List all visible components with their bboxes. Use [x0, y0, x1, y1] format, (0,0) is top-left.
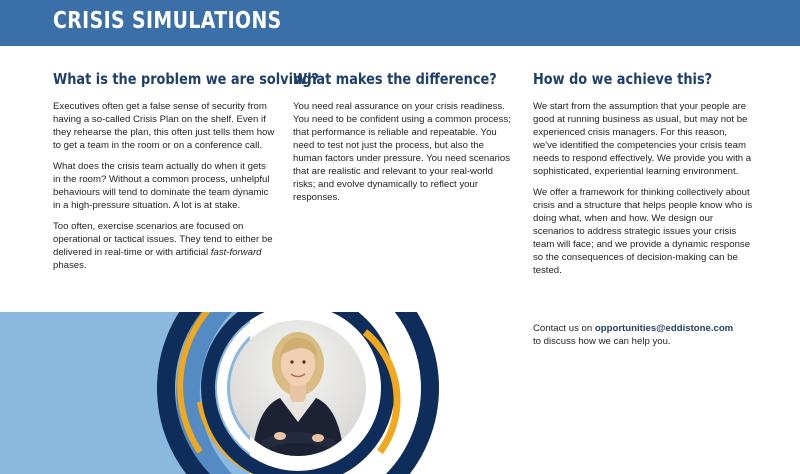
column-heading: What makes the difference? [293, 70, 497, 88]
emphasis-text: fast-forward [210, 247, 262, 258]
column-problem [53, 70, 319, 280]
contact-text [533, 322, 763, 348]
contact-prefix: Contact us on [533, 323, 595, 334]
column-heading: What is the problem we are solving? [53, 70, 319, 88]
contact-suffix: to discuss how we can help you. [533, 336, 671, 347]
paragraph-text: phases. [53, 260, 87, 271]
column-achieve [533, 70, 753, 285]
paragraph-text: Too often, exercise scenarios are focused on operational or tactical issues. They tend to either be delivered in real-time or with artificial [53, 221, 273, 258]
column-difference [293, 70, 515, 212]
column-heading: How do we achieve this? [533, 70, 713, 88]
decorative-graphic [0, 312, 520, 474]
paragraph [53, 220, 275, 272]
paragraph: You need real assurance on your crisis readiness. You need to be confident using a common process; that performance is reliable and repeatable. You need to test not just the process, but also the human factors under pressure. You need scenarios that are realistic and relevant to your real-world risks; and evolve dynamically to reflect your responses. [293, 101, 511, 203]
paragraph: We offer a framework for thinking collectively about crisis and a structure that helps people know who is doing what, when and how. We design our scenarios to address strategic issues your crisis team will face; and we provide a dynamic response so the consequences of decision-making can be tested. [533, 187, 753, 276]
paragraph: Executives often get a false sense of security from having a so-called Crisis Plan on the shelf. Even if they rehearse the plan, this often just tells them how to get a team in the room or on a conference call. [53, 101, 275, 151]
header-band [0, 0, 800, 46]
page-title: CRISIS SIMULATIONS [53, 8, 282, 34]
paragraph: We start from the assumption that your people are good at running business as usual, but may not be experienced crisis managers. For this reason, we've identified the competencies your crisis team needs to respond effectively. We provide you with a sophisticated, experiential learning environment. [533, 101, 752, 177]
paragraph: What does the crisis team actually do when it gets in the room? Without a common process, unhelpful behaviours will tend to dominate the team dynamic in a high-pressure situation. A lot is at stake. [53, 161, 270, 211]
email-link[interactable]: opportunities@eddistone.com [594, 323, 734, 334]
